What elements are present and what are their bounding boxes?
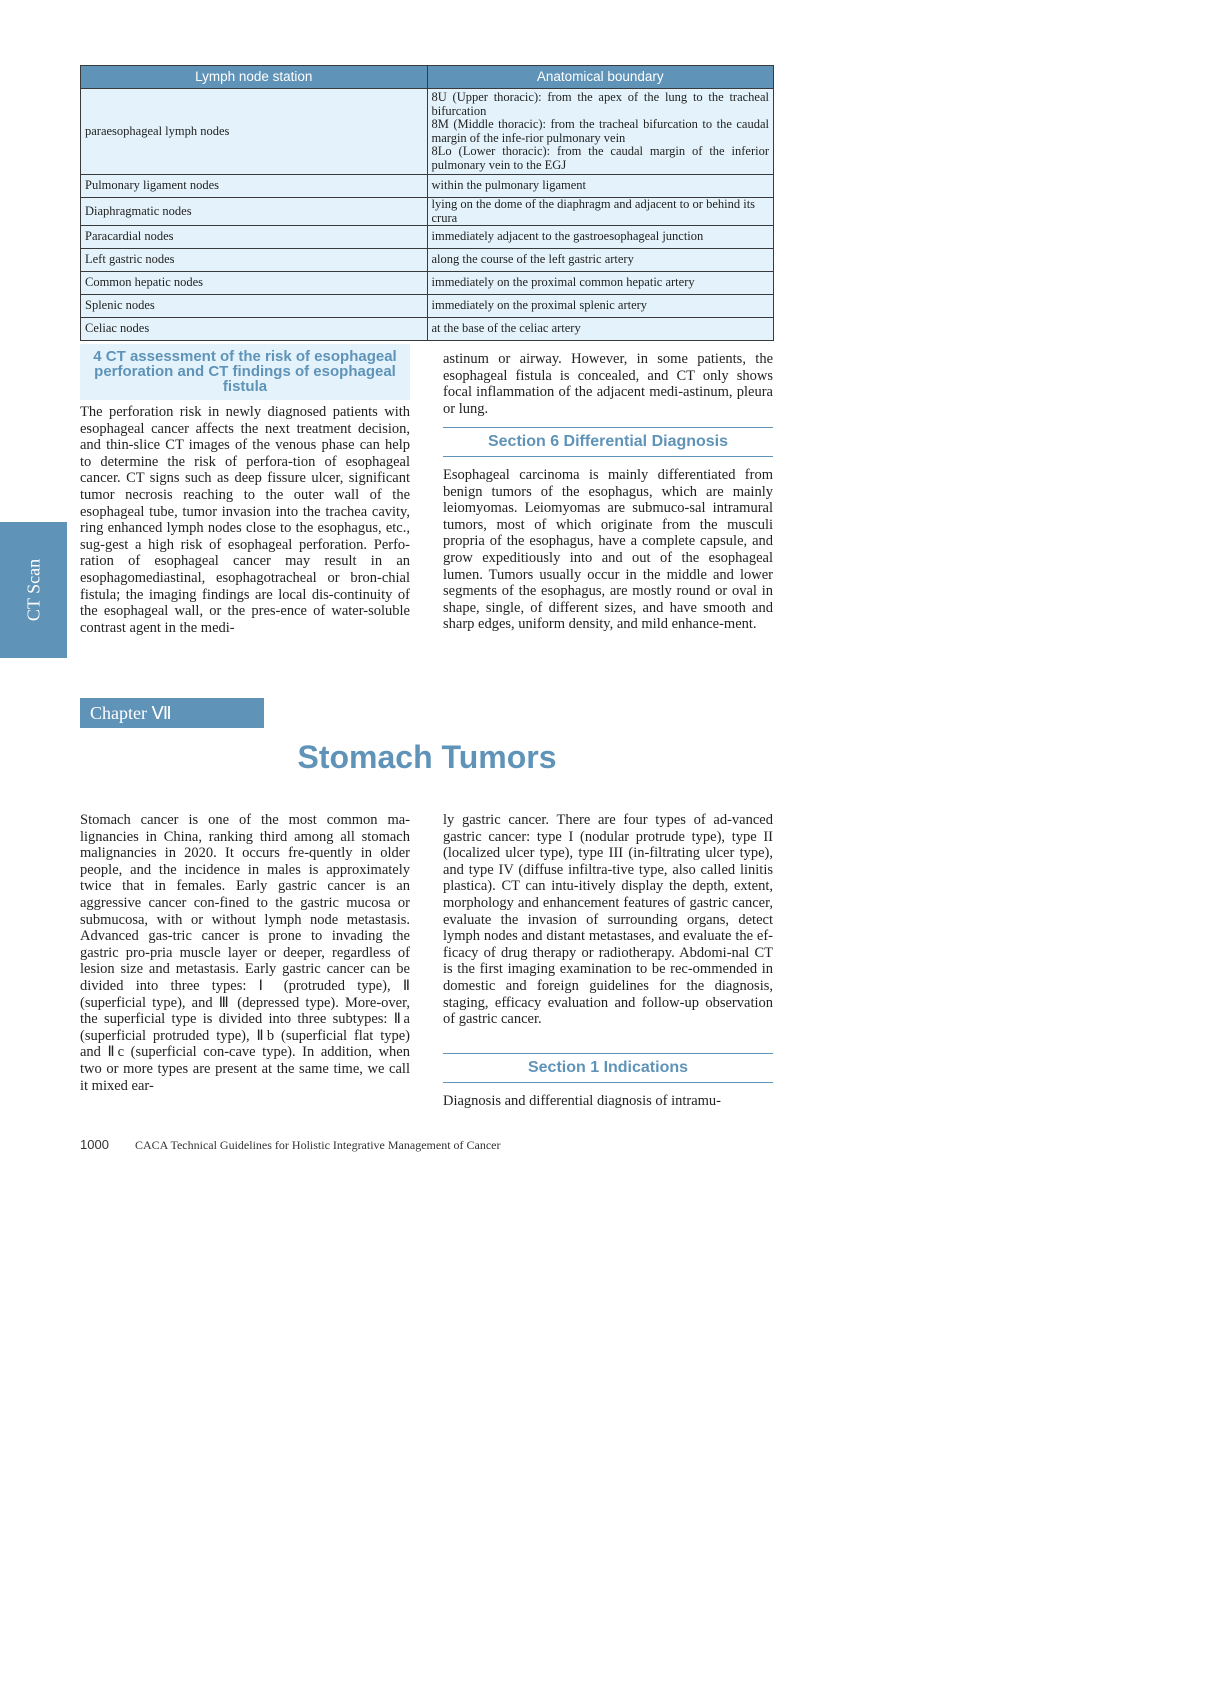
table-row — [81, 249, 774, 272]
chapter-label: Chapter Ⅶ — [80, 698, 264, 728]
section1-heading: Section 1 Indications — [443, 1053, 773, 1083]
section6-body — [443, 467, 773, 633]
column-header: Lymph node station — [81, 66, 428, 89]
station-cell: Paracardial nodes — [81, 226, 428, 249]
section1-text: Diagnosis and differential diagnosis of intramu- — [443, 1093, 721, 1109]
section1-body — [443, 1093, 773, 1110]
section4-continuation-text: astinum or airway. However, in some patients, the esophageal fistula is concealed, and CT only shows focal inflammation of the adjacent medi-astinum, pleura or lung. — [443, 351, 773, 417]
stomach-right-text: ly gastric cancer. There are four types of ad-vanced gastric cancer: type I (nodular protrude type), type II (localized ulcer type), type III (in-filtrating ulcer type), and type IV (diffuse infiltra-tive type, also called linitis plastica). CT can intu-itively display the depth, extent, morphology and enhancement features of gastric cancer, evaluate the invasion of surrounding organs, detect lymph nodes and distant metastases, and evaluate the ef-ficacy of drug therapy or radiotherapy. Abdomi-nal CT is the first imaging examination to be rec-ommended in domestic and foreign guidelines for the diagnosis, staging, efficacy evaluation and follow-up observation of gastric cancer. — [443, 812, 773, 1028]
section4-body — [80, 404, 410, 636]
station-cell: Left gastric nodes — [81, 249, 428, 272]
side-tab — [0, 522, 67, 658]
section4-heading: 4 CT assessment of the risk of esophageal perforation and CT findings of esophageal fistula — [80, 344, 410, 400]
table-row — [81, 175, 774, 198]
page-footer — [80, 1136, 501, 1154]
stomach-left-column — [80, 812, 410, 1094]
table-row — [81, 272, 774, 295]
chapter-title: Stomach Tumors — [297, 739, 557, 775]
boundary-cell: lying on the dome of the diaphragm and adjacent to or behind its crura — [427, 198, 774, 226]
table-row — [81, 318, 774, 341]
boundary-cell: at the base of the celiac artery — [427, 318, 774, 341]
boundary-cell: within the pulmonary ligament — [427, 175, 774, 198]
boundary-cell: immediately on the proximal splenic artery — [427, 295, 774, 318]
boundary-line: 8Lo (Lower thoracic): from the caudal margin of the inferior pulmonary vein to the EGJ — [431, 144, 769, 172]
side-tab-label: CT Scan — [23, 558, 43, 622]
boundary-cell: immediately on the proximal common hepatic artery — [427, 272, 774, 295]
table-row — [81, 226, 774, 249]
table-row — [81, 295, 774, 318]
station-cell: Common hepatic nodes — [81, 272, 428, 295]
stomach-left-text: Stomach cancer is one of the most common ma-lignancies in China, ranking third among all stomach malignancies in 2020. It occurs fre-quently in older people, and the incidence in males is approximately twice that in females. Early gastric cancer is an aggressive cancer con-fined to the gastric mucosa or submucosa, with or without lymph node metastasis. Advanced gas-tric cancer is prone to invading the gastric pro-pria muscle layer or deeper, regardless of lesion size and metastasis. Early gastric cancer can be divided into three types: Ⅰ (protruded type), Ⅱ (superficial type), and Ⅲ (depressed type). More-over, the superficial type is divided into three subtypes: Ⅱa (superficial protruded type), Ⅱb (superficial flat type) and Ⅱc (superficial con-cave type). In addition, when two or more types are present at the same time, we call it mixed ear- — [80, 812, 410, 1094]
boundary-cell: along the course of the left gastric artery — [427, 249, 774, 272]
boundary-cell — [427, 89, 774, 175]
section6-heading: Section 6 Differential Diagnosis — [443, 427, 773, 457]
stomach-right-column — [443, 812, 773, 1028]
station-cell: Diaphragmatic nodes — [81, 198, 428, 226]
station-cell: Celiac nodes — [81, 318, 428, 341]
table-header-row — [81, 66, 774, 89]
station-cell: Splenic nodes — [81, 295, 428, 318]
section6-text: Esophageal carcinoma is mainly differentiated from benign tumors of the esophagus, which are mainly leiomyomas. Leiomyomas are submuco-sal intramural tumors, most of which originate from the musculi propria of the esophagus, have a complete capsule, and grow expeditiously into and out of the esophageal lumen. Tumors usually occur in the middle and lower segments of the esophagus, are mostly round or oval in shape, single, of different sizes, and have smooth and sharp edges, uniform density, and mild enhance-ment. — [443, 467, 773, 633]
column-header: Anatomical boundary — [427, 66, 774, 89]
section4-text: The perforation risk in newly diagnosed patients with esophageal cancer affects the next treatment decision, and thin-slice CT images of the venous phase can help to determine the risk of perfora-tion of esophageal cancer. CT signs such as deep fissure ulcer, significant tumor necrosis reaching to the outer wall of the esophageal tube, tumor invasion into the trachea cavity, ring enhanced lymph nodes close to the esophagus, etc., sug-gest a high risk of esophageal perforation. Perfo-ration of esophageal cancer may result in an esophagomediastinal, esophagotracheal or bron-chial fistula; the imaging findings are local dis-continuity of the esophageal wall, or the pres-ence of water-soluble contrast agent in the medi- — [80, 404, 410, 636]
section4-continuation — [443, 351, 773, 417]
table-row — [81, 89, 774, 175]
boundary-cell: immediately adjacent to the gastroesophageal junction — [427, 226, 774, 249]
station-cell: Pulmonary ligament nodes — [81, 175, 428, 198]
page-number: 1000 — [80, 1137, 109, 1152]
table-row — [81, 198, 774, 226]
lymph-node-table — [80, 65, 774, 341]
boundary-line: 8M (Middle thoracic): from the tracheal bifurcation to the caudal margin of the infe-rior pulmonary vein — [431, 117, 769, 145]
book-title: CACA Technical Guidelines for Holistic Integrative Management of Cancer — [135, 1138, 501, 1152]
station-cell: paraesophageal lymph nodes — [81, 89, 428, 175]
boundary-line: 8U (Upper thoracic): from the apex of the lung to the tracheal bifurcation — [431, 90, 769, 118]
